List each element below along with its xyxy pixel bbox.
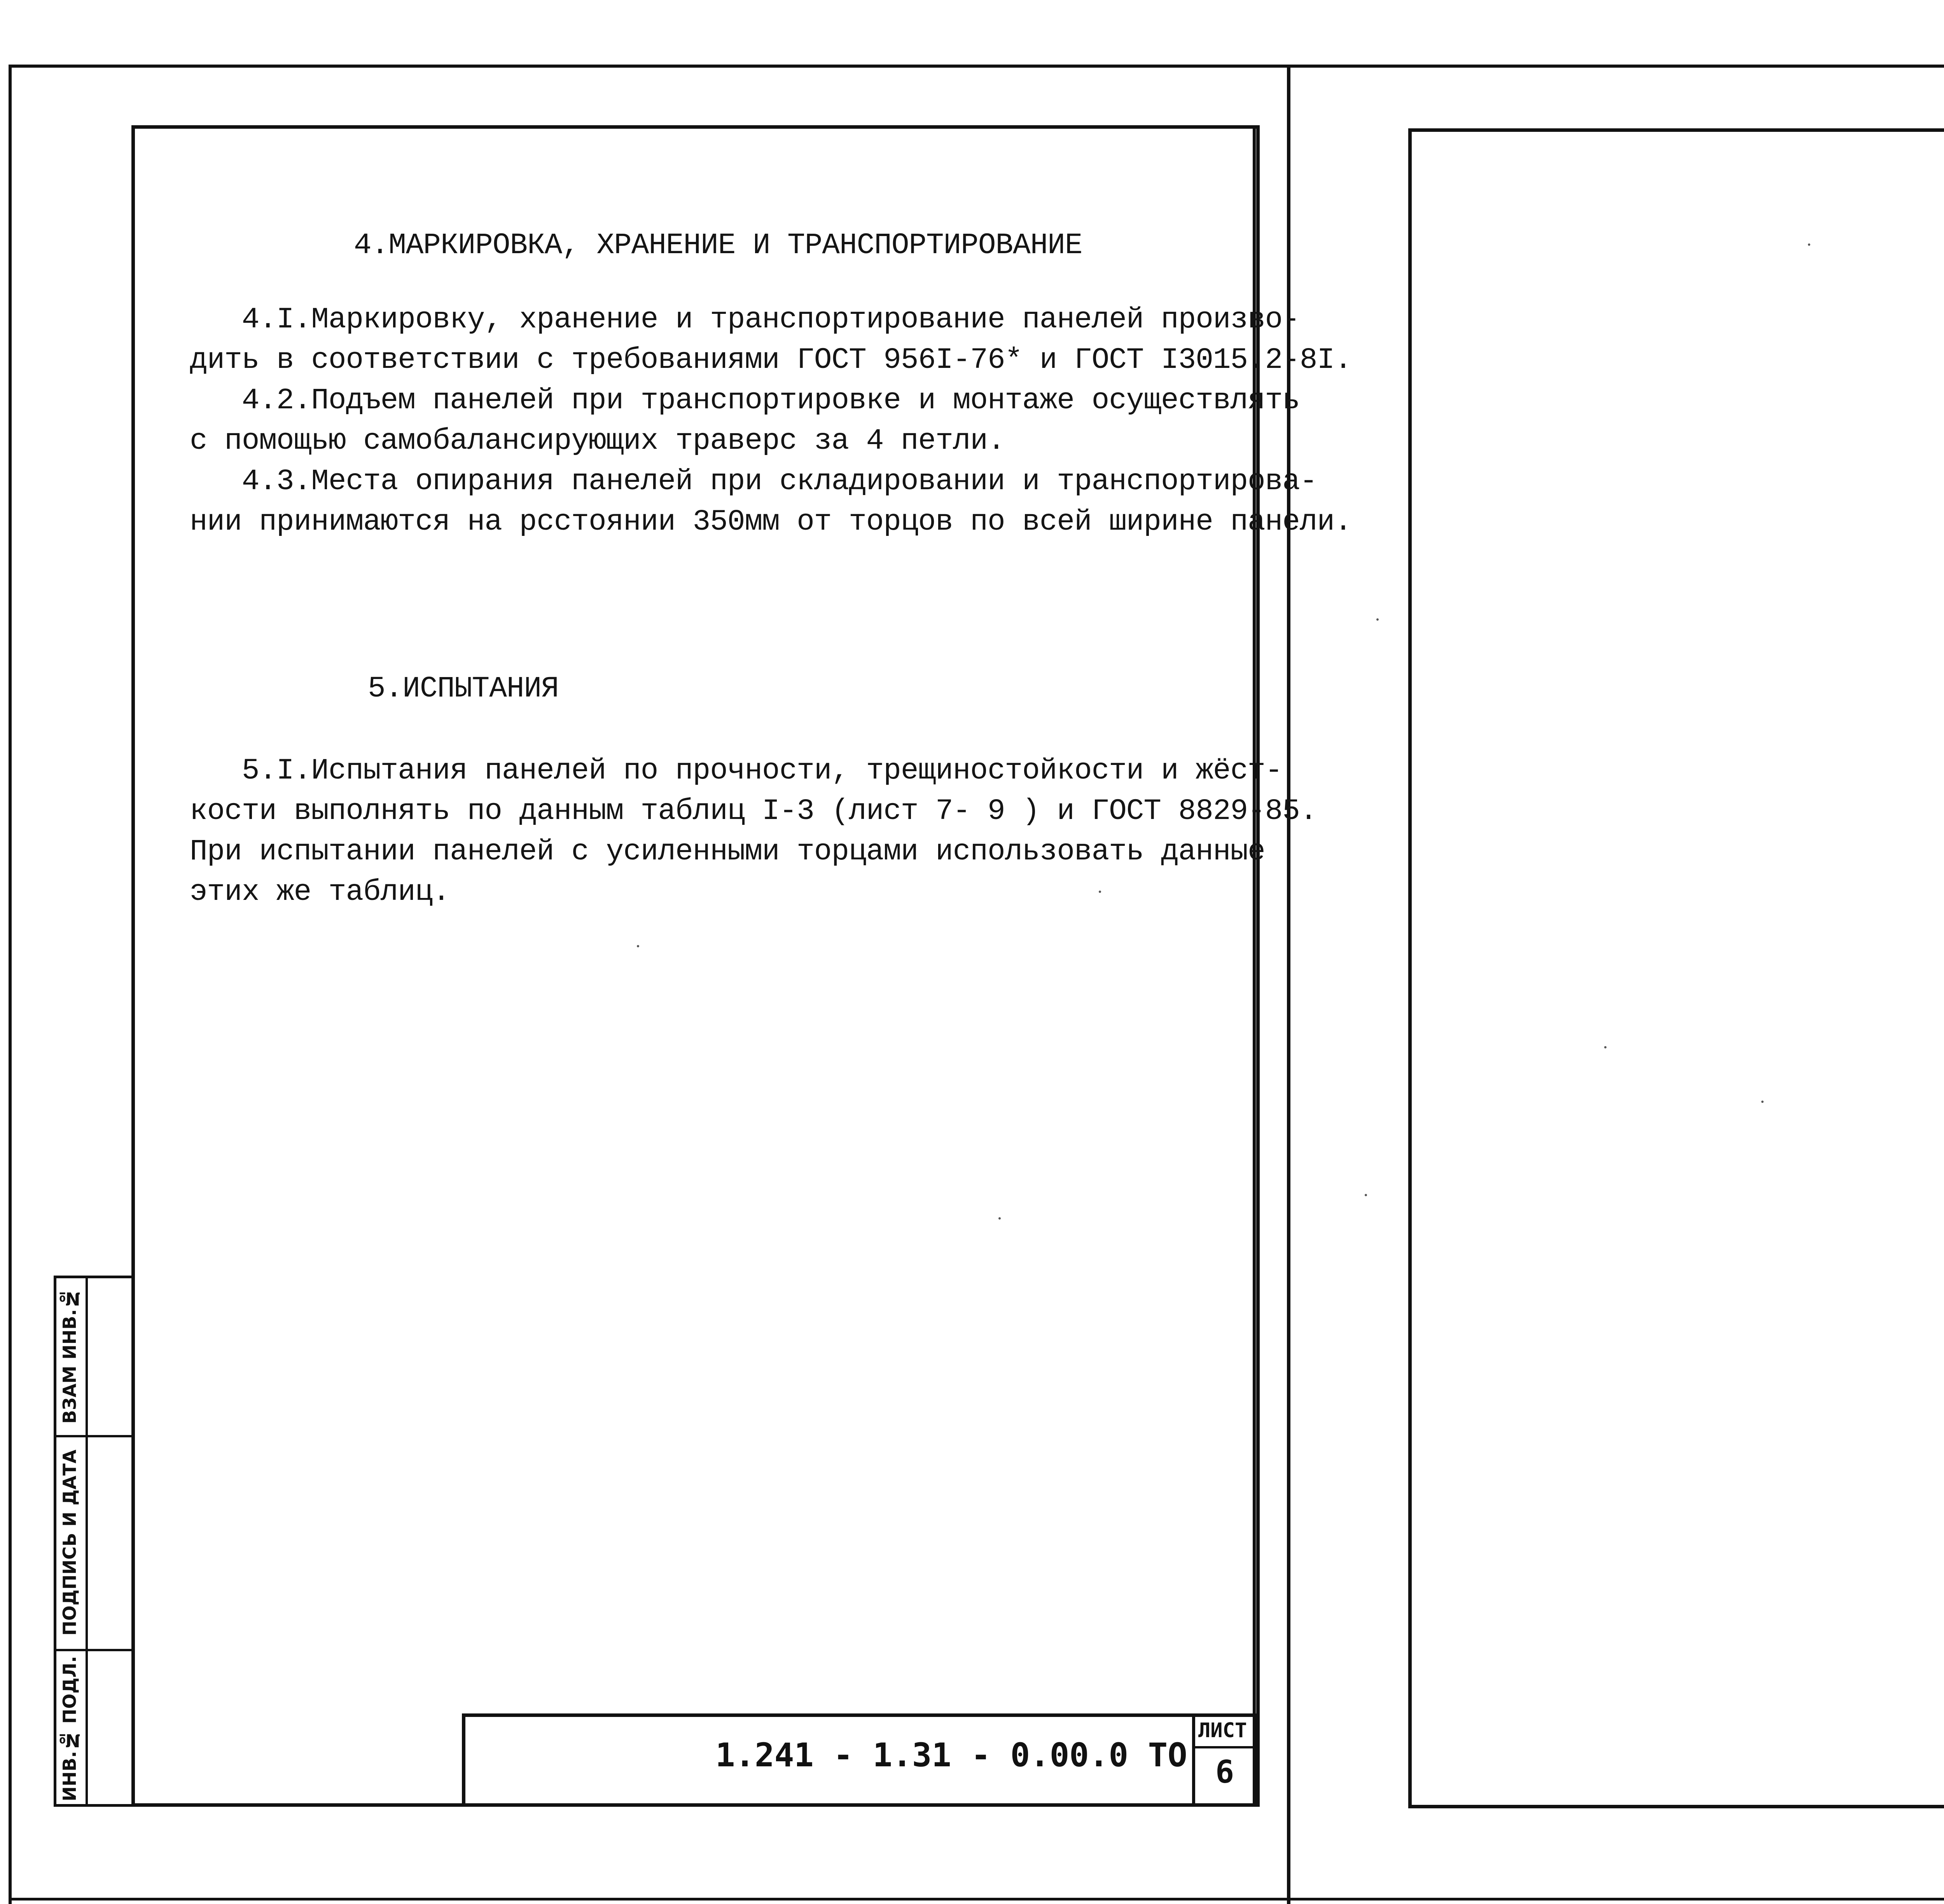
section-5-body xyxy=(190,751,1317,912)
scan-speck xyxy=(1365,1194,1367,1196)
side-field-vzam-inv: ВЗАМ ИНВ.№ xyxy=(59,1288,80,1424)
scan-speck xyxy=(1761,1101,1764,1103)
scan-speck xyxy=(1604,1046,1607,1048)
section-4-line-6: нии принимаются на рсстоянии 350мм от торцов по всей ширине панели. xyxy=(190,505,1352,539)
document-code: 1.241 - 1.31 - 0.00.0 ТО xyxy=(715,1736,1187,1774)
scan-speck xyxy=(1808,243,1810,246)
section-5-line-2: кости выполнять по данным таблиц I-3 (лист 7- 9 ) и ГОСТ 8829-85. xyxy=(190,794,1317,828)
outer-frame-top xyxy=(9,65,1944,68)
scan-speck xyxy=(1376,618,1379,621)
section-4-line-5: 4.3.Места опирания панелей при складировании и транспортирова- xyxy=(190,465,1317,498)
sheet-cell-divider xyxy=(1192,1713,1195,1807)
section-4-body xyxy=(190,299,1352,542)
section-5-line-3: При испытании панелей с усиленными торцами использовать данные xyxy=(190,835,1265,868)
section-5-line-1: 5.I.Испытания панелей по прочности, трещиностойкости и жёст- xyxy=(190,754,1283,788)
right-sheet-frame xyxy=(1408,128,1944,1808)
binding-row-2 xyxy=(54,1649,131,1651)
scan-speck xyxy=(998,1217,1001,1220)
section-4-line-2: дить в соответствии с требованиями ГОСТ 956I-76* и ГОСТ I3015.2-8I. xyxy=(190,343,1352,377)
binding-column-divider xyxy=(86,1276,88,1807)
section-4-line-4: с помощью самобалансирующих траверс за 4 петли. xyxy=(190,424,1005,458)
section-4-line-3: 4.2.Подъем панелей при транспортировке и монтаже осуществлять xyxy=(190,384,1300,417)
outer-frame-left xyxy=(9,65,12,1904)
section-4-line-1: 4.I.Маркировку, хранение и транспортирование панелей произво- xyxy=(190,303,1300,336)
sheet-number: 6 xyxy=(1215,1754,1234,1790)
outer-frame-bottom xyxy=(9,1898,1944,1900)
section-4-heading: 4.МАРКИРОВКА, ХРАНЕНИЕ И ТРАНСПОРТИРОВАНИЕ xyxy=(354,229,1082,262)
side-field-inv-podl: ИНВ.№ ПОДЛ. xyxy=(59,1656,80,1801)
sheet-label: ЛИСТ xyxy=(1198,1719,1247,1742)
binding-row-1 xyxy=(54,1435,131,1437)
side-field-podpis-data: ПОДПИСЬ И ДАТА xyxy=(59,1449,80,1636)
section-5-heading: 5.ИСПЫТАНИЯ xyxy=(368,672,559,705)
section-5-line-4: этих же таблиц. xyxy=(190,875,450,909)
scan-speck xyxy=(637,945,639,947)
scan-speck xyxy=(1099,891,1101,893)
sheet-cell-hline xyxy=(1192,1746,1259,1748)
